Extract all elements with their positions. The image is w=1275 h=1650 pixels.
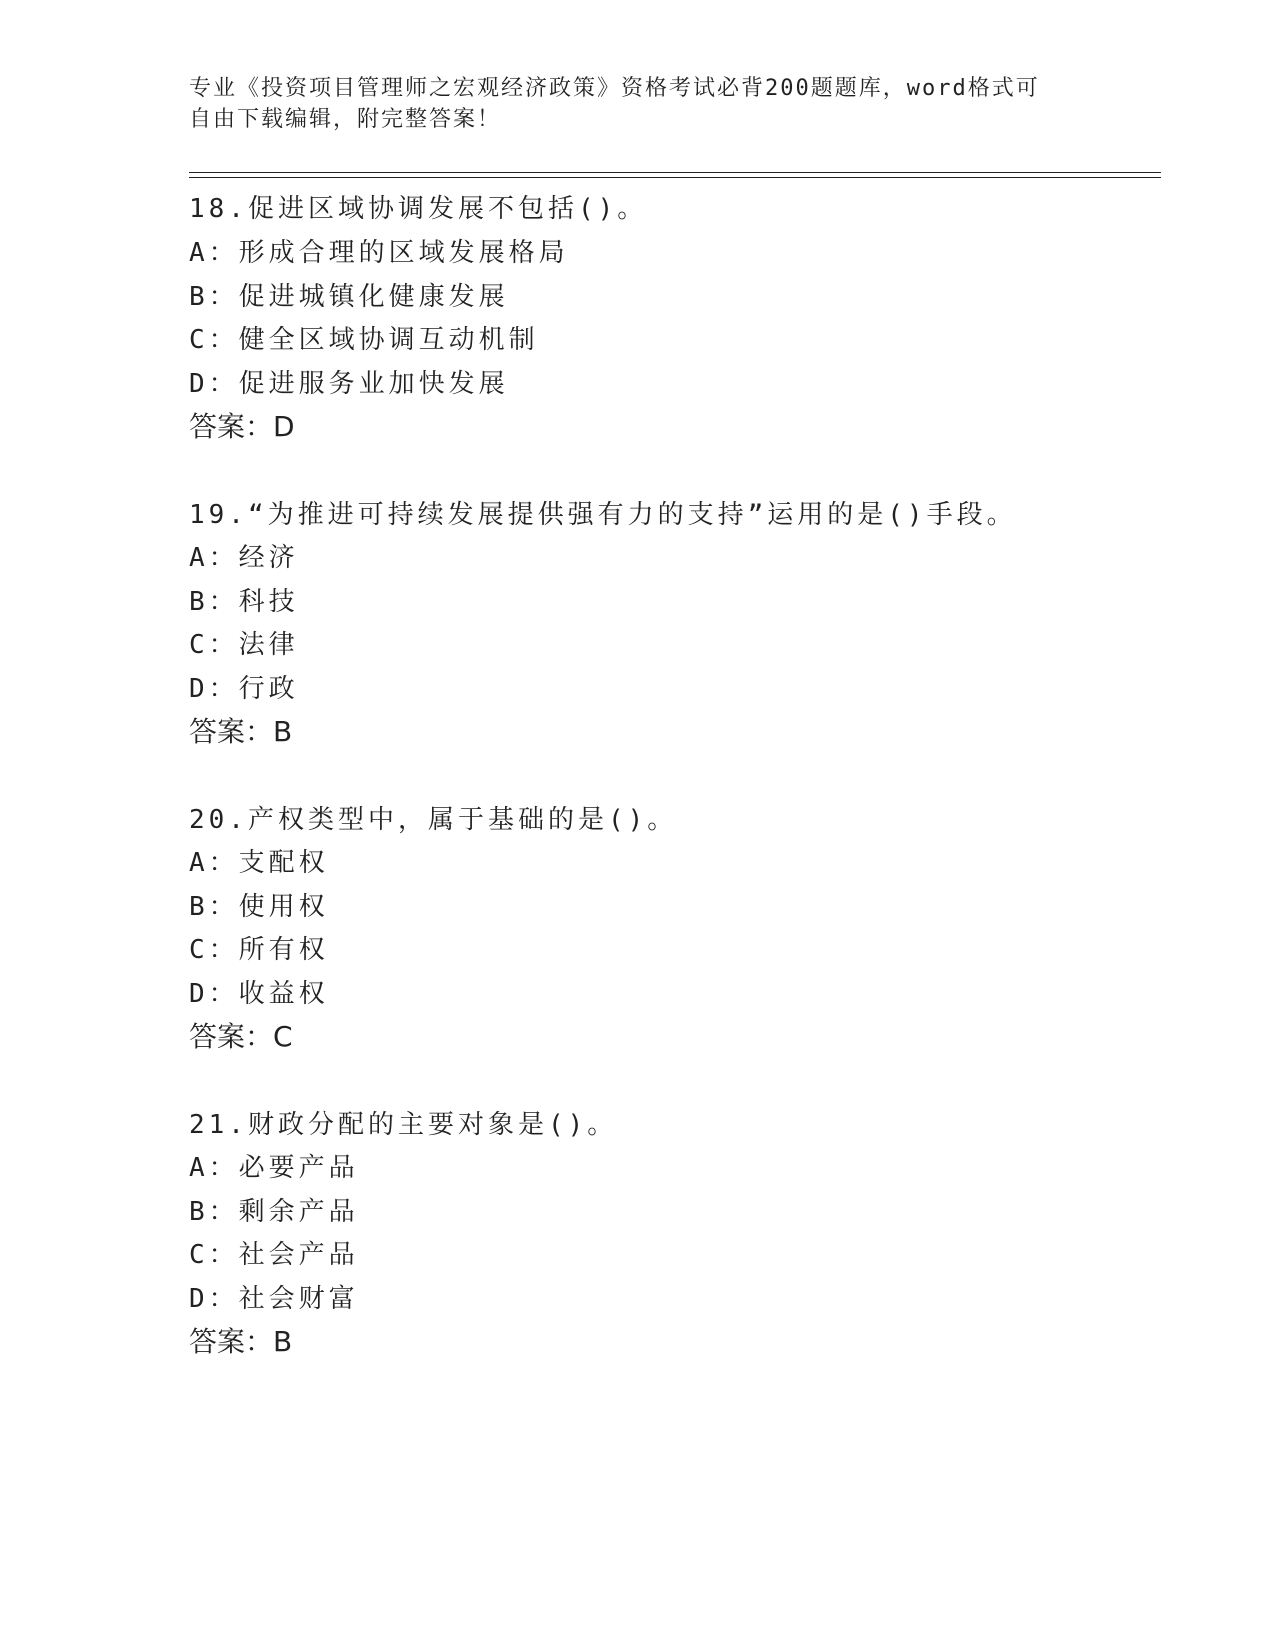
question-21-option-c: C：社会产品 bbox=[189, 1240, 359, 1270]
question-20-option-d: D：收益权 bbox=[189, 979, 329, 1009]
question-20-option-a: A：支配权 bbox=[189, 848, 329, 878]
question-21-answer: 答案：B bbox=[189, 1325, 293, 1358]
header-divider-top bbox=[189, 172, 1161, 173]
question-20-answer: 答案：C bbox=[189, 1020, 293, 1053]
header-text-line-2: 自由下载编辑，附完整答案！ bbox=[189, 107, 502, 132]
question-18-option-b: B：促进城镇化健康发展 bbox=[189, 282, 509, 312]
question-21-stem: 21.财政分配的主要对象是()。 bbox=[189, 1110, 618, 1140]
question-20-option-b: B：使用权 bbox=[189, 892, 329, 922]
question-18-option-d: D：促进服务业加快发展 bbox=[189, 369, 509, 399]
question-18-option-c: C：健全区域协调互动机制 bbox=[189, 325, 539, 355]
question-19-option-c: C：法律 bbox=[189, 630, 299, 660]
question-21-option-d: D：社会财富 bbox=[189, 1284, 359, 1314]
question-19-option-d: D：行政 bbox=[189, 674, 299, 704]
header-text-line-1: 专业《投资项目管理师之宏观经济政策》资格考试必背200题题库，word格式可 bbox=[189, 76, 1040, 101]
question-20-option-c: C：所有权 bbox=[189, 935, 329, 965]
question-19-stem: 19.“为推进可持续发展提供强有力的支持”运用的是()手段。 bbox=[189, 500, 1017, 530]
question-19-option-b: B：科技 bbox=[189, 587, 299, 617]
header-divider-bottom bbox=[189, 177, 1161, 178]
question-18-answer: 答案：D bbox=[189, 410, 295, 443]
question-21-option-b: B：剩余产品 bbox=[189, 1197, 359, 1227]
question-21-option-a: A：必要产品 bbox=[189, 1153, 359, 1183]
question-20-stem: 20.产权类型中，属于基础的是()。 bbox=[189, 805, 678, 835]
question-18-option-a: A：形成合理的区域发展格局 bbox=[189, 238, 569, 268]
question-18-stem: 18.促进区域协调发展不包括()。 bbox=[189, 194, 648, 224]
question-19-option-a: A：经济 bbox=[189, 543, 299, 573]
question-19-answer: 答案：B bbox=[189, 715, 293, 748]
